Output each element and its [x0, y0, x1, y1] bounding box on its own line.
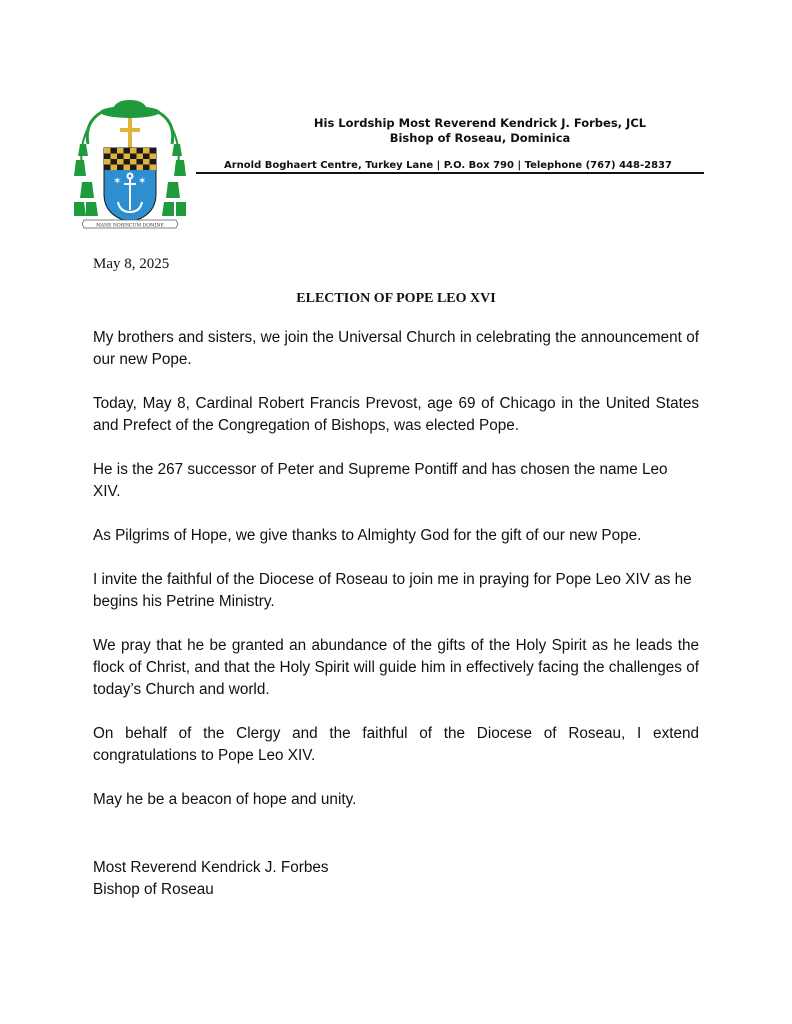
svg-text:✶: ✶	[113, 176, 122, 187]
letterhead-bishop-name: His Lordship Most Reverend Kendrick J. Forbes, JCL	[313, 116, 647, 130]
body-paragraph: Today, May 8, Cardinal Robert Francis Prevost, age 69 of Chicago in the United States and Prefect of the Congregation of Bishops, was elected Pope.	[93, 395, 699, 434]
letter-title: ELECTION OF POPE LEO XVI	[296, 291, 496, 306]
body-paragraph: As Pilgrims of Hope, we give thanks to Almighty God for the gift of our new Pope.	[93, 527, 642, 544]
letterhead	[196, 116, 704, 174]
body-paragraph: He is the 267 successor of Peter and Supreme Pontiff and has chosen the name Leo XIV.	[93, 461, 668, 500]
crest-motto: MANE NOBISCUM DOMINE	[96, 223, 164, 229]
coat-of-arms-logo	[74, 98, 186, 232]
letterhead-see: Bishop of Roseau, Dominica	[389, 131, 571, 145]
signature-block	[93, 857, 329, 901]
svg-text:✶: ✶	[138, 176, 147, 187]
signature-name: Most Reverend Kendrick J. Forbes	[93, 859, 329, 876]
signature-title: Bishop of Roseau	[93, 881, 214, 898]
letter-date: May 8, 2025	[93, 256, 170, 272]
letter-body	[93, 327, 699, 833]
body-paragraph: May he be a beacon of hope and unity.	[93, 791, 357, 808]
body-paragraph: We pray that he be granted an abundance of the gifts of the Holy Spirit as he leads the flock of Christ, and that the Holy Spirit will guide him in effectively facing the challenges of today’s Church and world.	[93, 637, 699, 698]
body-paragraph: My brothers and sisters, we join the Universal Church in celebrating the announcement of our new Pope.	[93, 329, 699, 368]
letterhead-address: Arnold Boghaert Centre, Turkey Lane | P.O. Box 790 | Telephone (767) 448-2837	[196, 160, 704, 174]
body-paragraph: I invite the faithful of the Diocese of Roseau to join me in praying for Pope Leo XIV as he begins his Petrine Ministry.	[93, 571, 692, 610]
body-paragraph: On behalf of the Clergy and the faithful of the Diocese of Roseau, I extend congratulations to Pope Leo XIV.	[93, 725, 699, 764]
